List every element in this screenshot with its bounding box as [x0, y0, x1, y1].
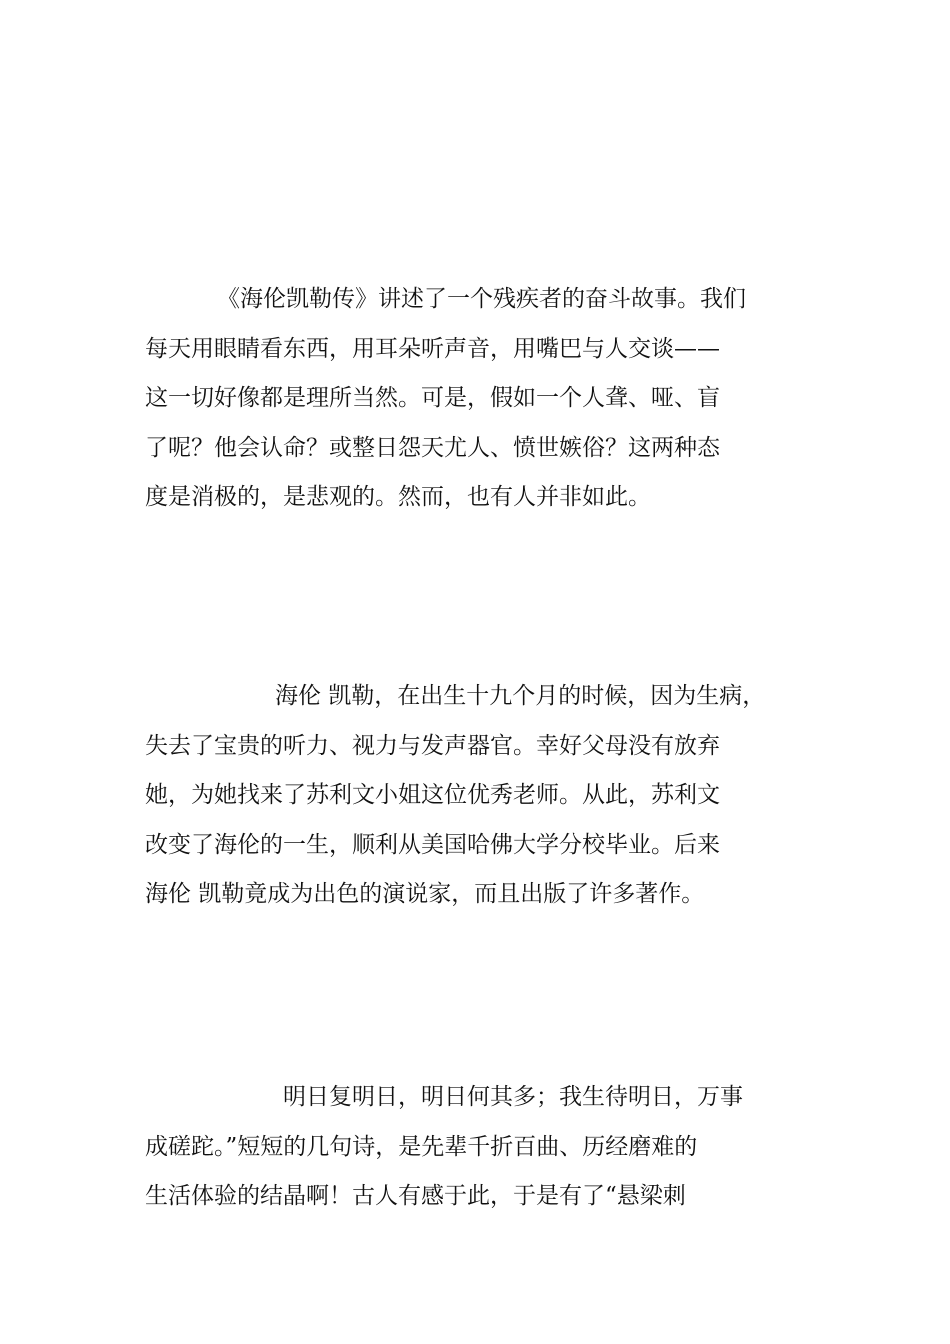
- text-line: 成磋跎。”短短的几句诗，是先辈千折百曲、历经磨难的: [145, 1133, 698, 1160]
- paragraph-helen-keller-life: [145, 672, 810, 920]
- text-line: 她，为她找来了苏利文小姐这位优秀老师。从此，苏利文: [145, 782, 720, 808]
- text-line: 失去了宝贵的听力、视力与发声器官。幸好父母没有放弃: [145, 732, 720, 759]
- paragraph-tomorrow-poem: [145, 1073, 810, 1222]
- paragraph-helen-keller-intro: [145, 275, 810, 523]
- text-line: 了呢？他会认命？或整日怨天尤人、愤世嫉俗？这两种态: [145, 434, 720, 461]
- text-line: 《海伦凯勒传》讲述了一个残疾者的奋斗故事。我们: [217, 286, 746, 312]
- text-line: 改变了海伦的一生，顺利从美国哈佛大学分校毕业。后来: [145, 831, 720, 858]
- text-line: 生活体验的结晶啊！古人有感于此，于是有了“悬梁刺: [145, 1183, 686, 1209]
- text-line: 这一切好像都是理所当然。可是，假如一个人聋、哑、盲: [145, 385, 720, 411]
- text-line: 明日复明日，明日何其多；我生待明日，万事: [283, 1084, 743, 1110]
- text-line: 度是消极的，是悲观的。然而，也有人并非如此。: [145, 484, 651, 510]
- text-line: 每天用眼睛看东西，用耳朵听声音，用嘴巴与人交谈——: [145, 335, 720, 362]
- text-line: 海伦 凯勒竟成为出色的演说家，而且出版了许多著作。: [145, 881, 705, 907]
- text-line: 海伦 凯勒，在出生十九个月的时候，因为生病，: [275, 683, 766, 709]
